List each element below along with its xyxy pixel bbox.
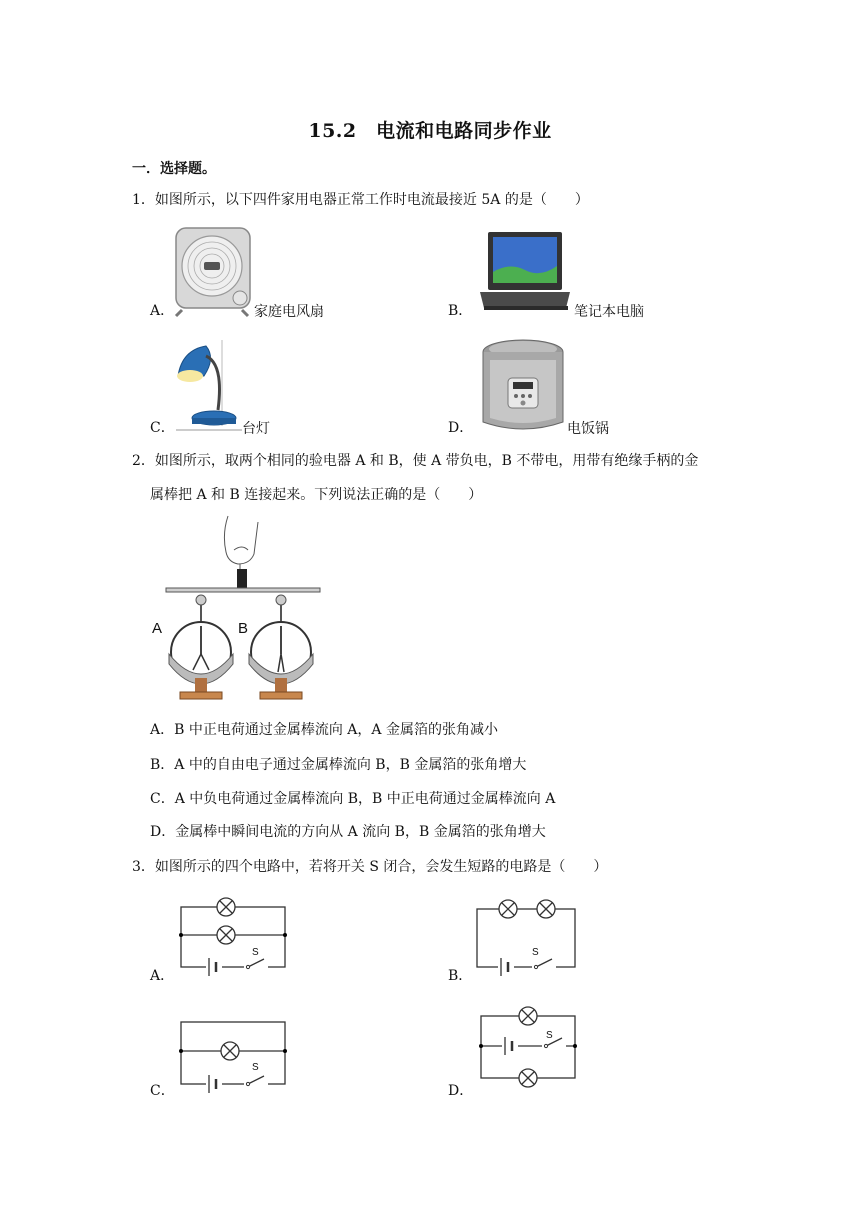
- q2-option-c: C．A 中负电荷通过金属棒流向 B，B 中正电荷通过金属棒流向 A: [150, 791, 556, 807]
- q1-option-b-letter: B．: [448, 303, 473, 319]
- circuit-b-switch-label: S: [532, 947, 539, 958]
- q3-option-d-letter: D．: [448, 1083, 474, 1099]
- q1-option-d-letter: D．: [448, 420, 474, 436]
- q3-option-c-letter: C．: [150, 1083, 175, 1099]
- question-1-stem: 1．如图所示，以下四件家用电器正常工作时电流最接近 5A 的是（ ）: [132, 192, 589, 208]
- question-3-stem: 3．如图所示的四个电路中，若将开关 S 闭合，会发生短路的电路是（ ）: [132, 859, 608, 875]
- q2-option-b: B．A 中的自由电子通过金属棒流向 B，B 金属箔的张角增大: [150, 757, 527, 773]
- circuit-a-switch-label: S: [252, 947, 259, 958]
- desk-lamp-icon: [176, 340, 242, 432]
- q1-option-c-label: 台灯: [242, 421, 270, 437]
- circuit-d-diagram: [478, 1004, 578, 1094]
- laptop-icon: [480, 232, 572, 314]
- circuit-a-diagram: [178, 895, 288, 975]
- q2-option-a: A．B 中正电荷通过金属棒流向 A，A 金属箔的张角减小: [150, 722, 498, 738]
- electroscope-figure: [150, 514, 325, 704]
- rice-cooker-icon: [480, 338, 566, 434]
- question-2-stem-line-1: 2．如图所示，取两个相同的验电器 A 和 B，使 A 带负电，B 不带电，用带有绝缘手柄的金: [132, 453, 699, 469]
- hand-icon: [224, 516, 258, 572]
- circuit-b-diagram: [474, 897, 578, 971]
- circuit-c-diagram: [178, 1018, 288, 1090]
- q2-option-d: D．金属棒中瞬间电流的方向从 A 流向 B，B 金属箔的张角增大: [150, 824, 546, 840]
- q1-option-a-letter: A．: [150, 303, 175, 319]
- page-title: 15.2 电流和电路同步作业: [308, 120, 552, 142]
- q1-option-b-label: 笔记本电脑: [574, 304, 644, 320]
- q3-option-a-letter: A．: [150, 968, 175, 984]
- electroscope-label-a: A: [152, 620, 163, 637]
- circuit-d-switch-label: S: [546, 1030, 553, 1041]
- section-heading: 一．选择题。: [132, 161, 216, 177]
- q3-option-b-letter: B．: [448, 968, 473, 984]
- question-2-stem-line-2: 属棒把 A 和 B 连接起来。下列说法正确的是（ ）: [150, 487, 483, 503]
- fan-icon: [172, 228, 254, 318]
- q1-option-a-label: 家庭电风扇: [254, 304, 324, 320]
- q1-option-d-label: 电饭锅: [567, 421, 609, 437]
- electroscope-label-b: B: [238, 620, 249, 637]
- circuit-c-switch-label: S: [252, 1062, 259, 1073]
- q1-option-c-letter: C．: [150, 420, 175, 436]
